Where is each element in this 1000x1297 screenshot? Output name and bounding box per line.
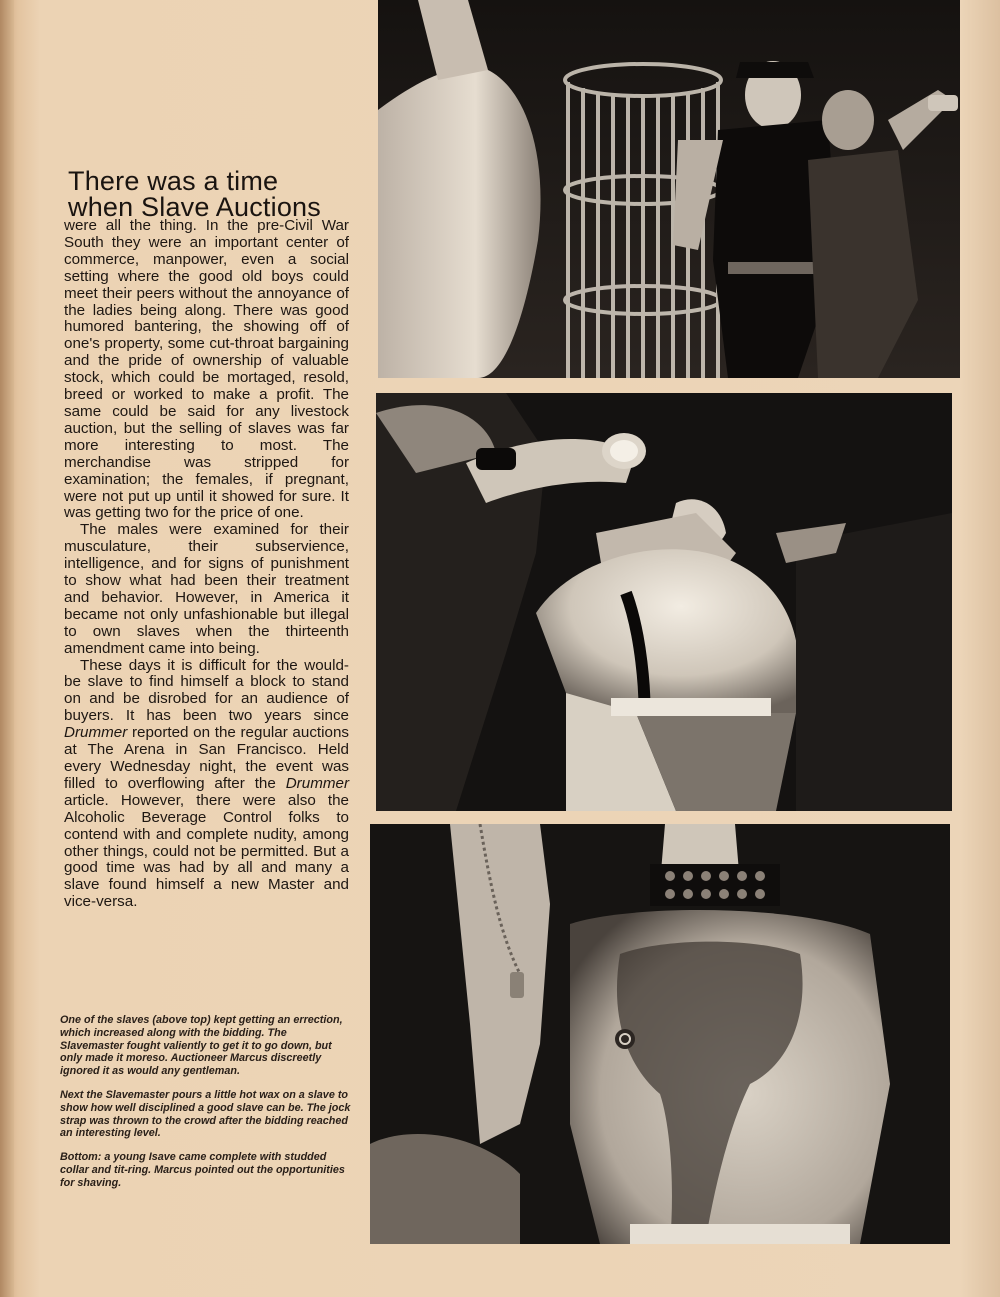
hot-wax-photo-image (376, 393, 952, 811)
paragraph-1: were all the thing. In the pre-Civil War South they were an important center of commerce, manpower, even a social setting where the good old boys could meet their peers without the annoyance of the ladies being along. There was good humored bantering, the showing off of one's property, some cut-throat bargaining and the pride of ownership of valuable stock, which could be mortaged, resold, breed or worked to make a profit. The same could be said for any livestock auction, but the selling of slaves was far more interesting to most. The merchandise was stripped for examination; the females, if pregnant, were not put up until it showed for sure. It was getting two for the price of one. (64, 217, 349, 522)
studded-collar-photo-image (370, 824, 950, 1244)
paragraph-3-text-b: reported on the regular auctions at The Arena in San Francisco. Held every Wednesday night, the event was filled to overflowing after the (64, 724, 349, 792)
article-body (64, 218, 349, 911)
caption-middle: Next the Slavemaster pours a little hot wax on a slave to show how well disciplined a good slave can be. The jock strap was thrown to the crowd after the bidding reached an interesting level. (60, 1088, 351, 1140)
auction-stage-photo (378, 0, 960, 378)
paragraph-2: The males were examined for their musculature, their subservience, intelligence, and for signs of punishment to show what had been their treatment and behavior. However, in America it became not only unfashionable but illegal to own slaves when the thirteenth amendment came into being. (64, 521, 349, 657)
headline-line-2: when Slave Auctions (68, 192, 321, 222)
caption-bottom: Bottom: a young Isave came complete with studded collar and tit-ring. Marcus pointed out the opportunities for shaving. (60, 1151, 345, 1189)
magazine-name-2: Drummer (285, 774, 349, 792)
magazine-name-1: Drummer (64, 724, 128, 742)
hot-wax-photo (376, 393, 952, 811)
paragraph-3-text-a: These days it is difficult for the would-be slave to find himself a block to stand on and be disrobed for an audience of buyers. It has been two years since (64, 656, 349, 725)
headline-line-1: There was a time (68, 166, 279, 196)
auction-stage-photo-image (378, 0, 960, 378)
caption-top: One of the slaves (above top) kept getting an errection, which increased along with the bidding. The Slavemaster fought valiently to get it to go down, but only made it moreso. Auctioneer Marcus discreetly ignored it as would any gentleman. (60, 1014, 343, 1078)
studded-collar-photo (370, 824, 950, 1244)
paragraph-3-text-c: article. However, there were also the Alcoholic Beverage Control folks to contend with and complete nudity, among other things, could not be permitted. But a good time was had by all and many a slave found himself a new Master and vice-versa. (64, 791, 349, 911)
paragraph-3 (64, 658, 349, 912)
photo-captions (60, 1014, 352, 1201)
page-spine-shadow (0, 0, 14, 1297)
article-headline (68, 168, 358, 220)
